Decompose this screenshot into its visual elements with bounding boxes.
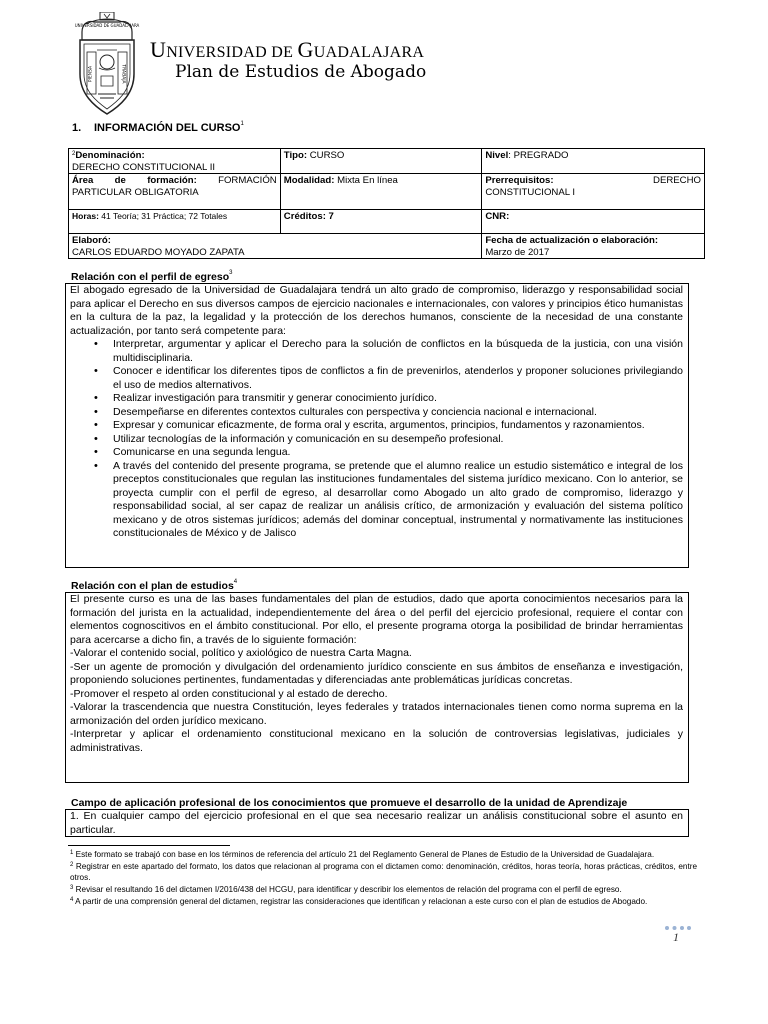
- section-heading: 1. INFORMACIÓN DEL CURSO$^1$: [72, 121, 244, 134]
- footnote-separator: [68, 845, 230, 846]
- list-item: • Interpretar, argumentar y aplicar el Derecho para la solución de conflictos en la búsqueda de la justicia, con una visión multidisciplinaria.: [70, 338, 683, 365]
- creditos-cell: Créditos: 7: [280, 210, 482, 234]
- plan-paragraph: -Valorar la trascendencia que nuestra Constitución, leyes federales y tratados internacionales tienen como norma suprema en la armonización del orden jurídico mexicano.: [70, 701, 683, 727]
- page-number: 1: [673, 930, 679, 944]
- footnote: $^4$ A partir de una comprensión general del dictamen, registrar las consideraciones que identifican y relacionan a este curso con el plan de estudios de Abogado.: [70, 897, 648, 906]
- elaboro-cell: Elaboró: CARLOS EDUARDO MOYADO ZAPATA: [69, 234, 482, 259]
- plan-paragraph: -Interpretar y aplicar el ordenamiento constitucional mexicano en la solución de controversias legislativas, judiciales y administrativas.: [70, 728, 683, 754]
- area-cell: Área de formación: FORMACIÓN PARTICULAR OBLIGATORIA: [69, 174, 281, 210]
- denominacion-cell: $^2$Denominación: DERECHO CONSTITUCIONAL II: [69, 149, 281, 174]
- cnr-cell: CNR:: [482, 210, 705, 234]
- list-item: • Conocer e identificar los diferentes tipos de conflictos a fin de prevenirlos, atenderlos y proponer soluciones privilegiando el uso de medios alternativos.: [70, 365, 683, 392]
- university-name: UNIVERSIDAD DE GUADALAJARA: [150, 37, 425, 62]
- footnote: $^2$ Registrar en este apartado del formato, los datos que relacionan al programa con el dictamen como: denominación, créditos, horas teoría, horas prácticas, créditos, entre otros.: [70, 862, 697, 882]
- list-item: • A través del contenido del presente programa, se pretende que el alumno realice un estudio sistemático e integral de los preceptos constitucionales que regulan las instituciones fundamentales del sistema jurídico mexicano. Con lo anterior, se proyecta cumplir con el perfil de egreso, al desarrollar como Abogado un alto grado de compromiso, liderazgo y responsabilidad social, al ser capaz de realizar un análisis crítico, de armonización y evaluación del sistema político mexicano y de otros sistemas jurídicos; además del dominar conceptual, instrumental y normativamente las instituciones constitucionales de México y de Jalisco: [70, 460, 683, 541]
- modalidad-cell: Modalidad: Mixta En línea: [280, 174, 482, 210]
- list-item: • Realizar investigación para transmitir y generar conocimiento jurídico.: [70, 392, 683, 406]
- fecha-cell: Fecha de actualización o elaboración: Marzo de 2017: [482, 234, 705, 259]
- footnote: $^1$ Este formato se trabajó con base en los términos de referencia del artículo 21 del Reglamento General de Planes de Estudio de la Universidad de Guadalajara.: [70, 850, 655, 859]
- footnote: $^3$ Revisar el resultando 16 del dictamen I/2016/438 del HCGU, para identificar y describir los elementos de relación del programa con el perfil de egreso.: [70, 885, 622, 894]
- plan-paragraph: -Valorar el contenido social, político y axiológico de nuestra Carta Magna.: [70, 647, 412, 659]
- university-seal-logo: [74, 12, 140, 116]
- campo-heading: Campo de aplicación profesional de los conocimientos que promueve el desarrollo de la unidad de Aprendizaje: [71, 797, 628, 809]
- program-title: Plan de Estudios de Abogado: [175, 62, 427, 82]
- perfil-box: [65, 283, 689, 568]
- list-item: • Expresar y comunicar eficazmente, de forma oral y escrita, argumentos, principios, fundamentos y razonamientos.: [70, 419, 683, 433]
- list-item: • Desempeñarse en diferentes contextos culturales con perspectiva y conciencia nacional e internacional.: [70, 406, 683, 420]
- campo-box: [65, 809, 689, 837]
- plan-paragraph: El presente curso es una de las bases fundamentales del plan de estudios, dado que aporta conocimientos necesarios para la formación del jurista en la actualidad, independientemente del área o del perfil del ejercicio profesional, requiere el contar con elementos cognoscitivos en el ámbito constitucional. Por ello, el presente programa otorga la posibilidad de brindar herramientas para acercarse a dicho fin, a través de lo siguiente formación:: [70, 593, 683, 646]
- campo-text: 1. En cualquier campo del ejercicio profesional en el que sea necesario realizar un análisis constitucional sobre el asunto en particular.: [70, 810, 683, 836]
- plan-box: [65, 592, 689, 783]
- perfil-list: [70, 338, 683, 541]
- plan-paragraph: -Ser un agente de promoción y divulgación del ordenamiento jurídico consciente en sus ámbitos de enseñanza e investigación, proponiendo soluciones pertinentes, fundamentadas y diferenciadas ante problemáticas jurídicas concretas.: [70, 660, 683, 686]
- tipo-cell: Tipo: CURSO: [280, 149, 482, 174]
- list-item: • Utilizar tecnologías de la información y comunicación en su desempeño profesional.: [70, 433, 683, 447]
- perfil-intro: El abogado egresado de la Universidad de Guadalajara tendrá un alto grado de compromiso, liderazgo y responsabilidad social para aplicar el Derecho en sus diversos campos de ejercicio nacionales e internacionales, con valores y principios ético humanistas en la cultura de la paz, la legalidad y la protección de los derechos humanos, consciente de la necesidad de una constante actualización, por tanto será competente para:: [70, 284, 683, 337]
- course-info-table: [68, 148, 705, 259]
- svg-text:TRABAJA: TRABAJA: [120, 64, 126, 84]
- svg-text:UNIVERSIDAD DE GUADALAJARA: UNIVERSIDAD DE GUADALAJARA: [74, 23, 140, 28]
- perfil-heading: Relación con el perfil de egreso$^3$: [71, 270, 233, 283]
- list-item: • Comunicarse en una segunda lengua.: [70, 446, 683, 460]
- nivel-cell: Nivel: PREGRADO: [482, 149, 705, 174]
- plan-heading: Relación con el plan de estudios$^4$: [71, 579, 238, 592]
- svg-text:PIENSA: PIENSA: [88, 65, 94, 83]
- prerrequisitos-cell: Prerrequisitos: DERECHO CONSTITUCIONAL I: [482, 174, 705, 210]
- plan-paragraph: -Promover el respeto al orden constitucional y al estado de derecho.: [70, 687, 388, 700]
- horas-cell: Horas: 41 Teoría; 31 Práctica; 72 Totales: [69, 210, 281, 234]
- footnotes: [70, 849, 697, 908]
